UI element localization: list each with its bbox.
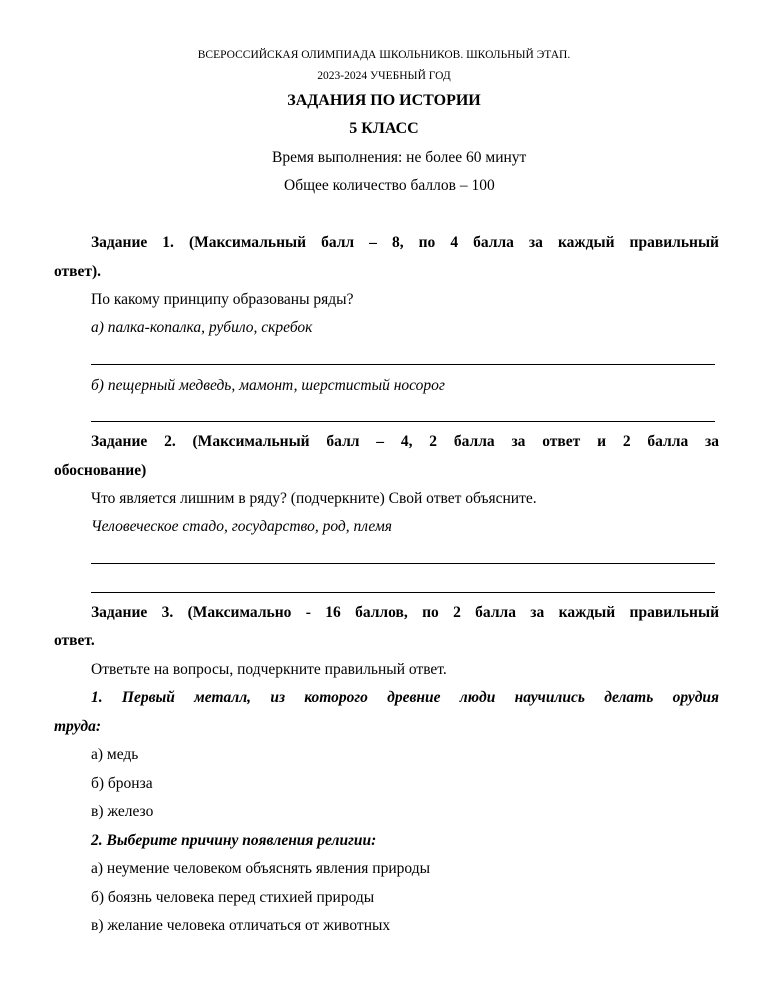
q1-option-b: б) бронза: [91, 775, 153, 792]
answer-line: [91, 364, 715, 365]
task1-row-a: а) палка-копалка, рубило, скребок: [91, 319, 313, 336]
question-1-cont: труда:: [54, 718, 102, 735]
task1-heading-cont: ответ).: [54, 263, 102, 280]
task3-instruction: Ответьте на вопросы, подчеркните правильный ответ.: [91, 661, 447, 678]
q1-option-a: а) медь: [91, 746, 139, 763]
answer-line: [91, 592, 715, 593]
q2-option-a: а) неумение человеком объяснять явления природы: [91, 860, 430, 877]
question-1: 1. Первый металл, из которого древние люди научились делать орудия: [91, 689, 719, 706]
total-points: Общее количество баллов – 100: [284, 177, 495, 194]
school-year: 2023-2024 УЧЕБНЫЙ ГОД: [317, 70, 451, 82]
task2-row: Человеческое стадо, государство, род, племя: [91, 518, 392, 535]
task1-heading: Задание 1. (Максимальный балл – 8, по 4 балла за каждый правильный: [91, 234, 719, 251]
answer-line: [91, 421, 715, 422]
task3-heading-cont: ответ.: [54, 632, 95, 649]
task2-heading: Задание 2. (Максимальный балл – 4, 2 балла за ответ и 2 балла за: [91, 433, 719, 450]
task1-row-b: б) пещерный медведь, мамонт, шерстистый носорог: [91, 377, 445, 394]
olympiad-header: ВСЕРОССИЙСКАЯ ОЛИМПИАДА ШКОЛЬНИКОВ. ШКОЛЬНЫЙ ЭТАП.: [197, 49, 571, 61]
q1-option-c: в) железо: [91, 803, 154, 820]
task3-heading: Задание 3. (Максимально - 16 баллов, по 2 балла за каждый правильный: [91, 604, 719, 621]
q2-option-b: б) боязнь человека перед стихией природы: [91, 889, 375, 906]
q2-option-c: в) желание человека отличаться от животных: [91, 917, 391, 934]
time-limit: Время выполнения: не более 60 минут: [272, 149, 527, 166]
task2-question: Что является лишним в ряду? (подчеркните) Свой ответ объясните.: [91, 490, 537, 507]
page-title: ЗАДАНИЯ ПО ИСТОРИИ: [287, 92, 481, 109]
task2-heading-cont: обоснование): [54, 462, 147, 479]
answer-line: [91, 563, 715, 564]
question-2: 2. Выберите причину появления религии:: [91, 832, 377, 849]
task1-question: По какому принципу образованы ряды?: [91, 291, 354, 308]
grade-label: 5 КЛАСС: [349, 120, 419, 137]
